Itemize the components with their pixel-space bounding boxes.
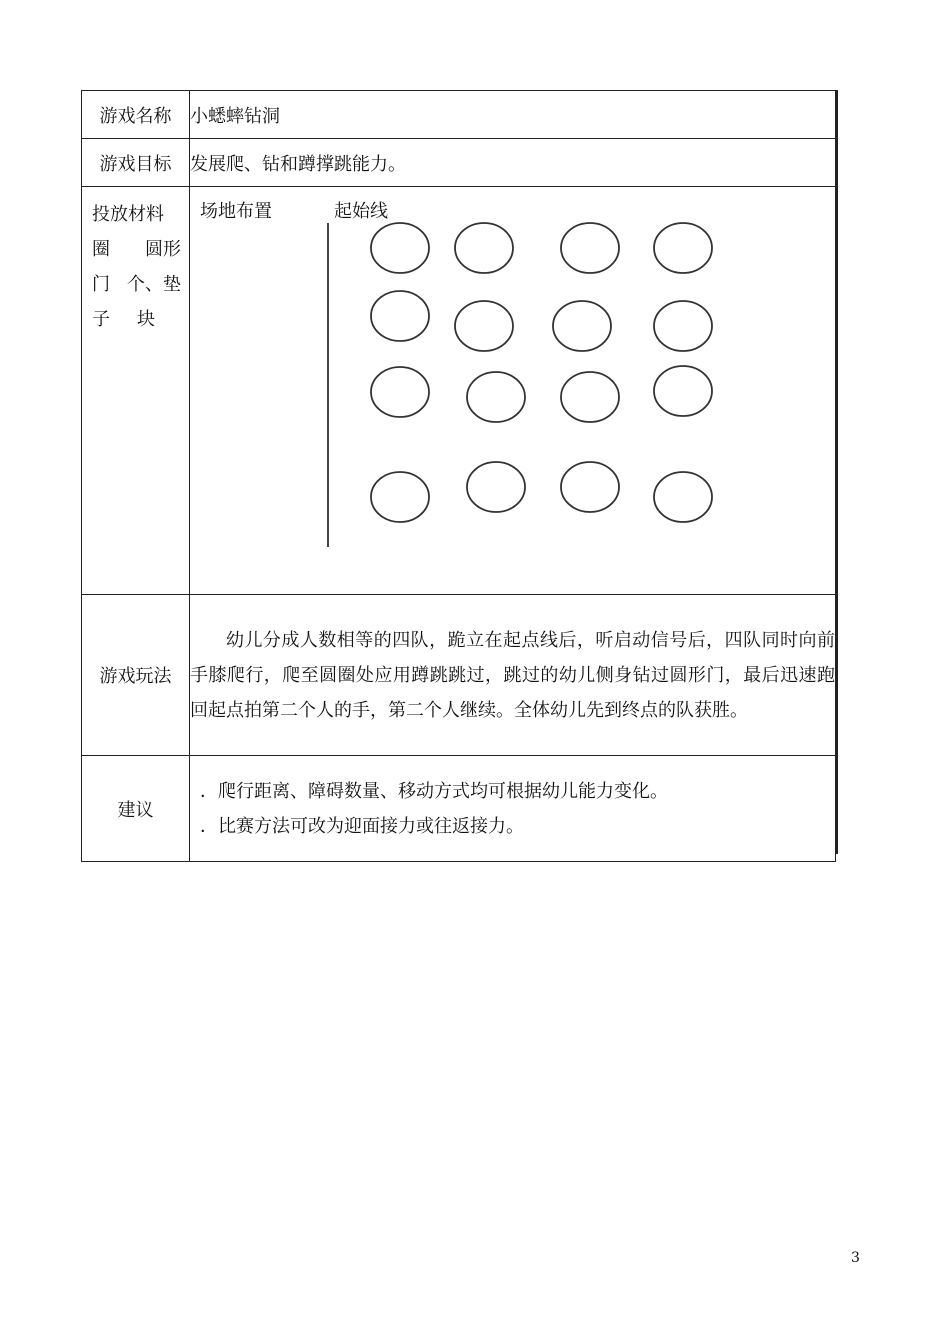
hoop (654, 366, 712, 416)
row-advice (82, 756, 836, 862)
advice-label: 建议 (82, 756, 190, 862)
game-goal-value: 发展爬、钻和蹲撑跳能力。 (190, 139, 836, 187)
hoop (455, 223, 513, 273)
hoop (371, 472, 429, 522)
row-gameplay (82, 595, 836, 756)
hoop (371, 367, 429, 417)
page-number: 3 (851, 1250, 860, 1266)
hoop (467, 372, 525, 422)
materials-label (82, 187, 190, 595)
advice-item: ．比赛方法可改为迎面接力或往返接力。 (200, 815, 524, 837)
materials-line-hoops: 圈 圆形 (92, 239, 181, 260)
row-materials (82, 187, 836, 595)
hoop (371, 291, 429, 341)
gameplay-description: 幼儿分成人数相等的四队，跪立在起点线后，听启动信号后，四队同时向前手膝爬行，爬至圆圈处应用蹲跳跳过，跳过的幼儿侧身钻过圆形门，最后迅速跑回起点拍第二个人的手，第二个人继续。全体幼儿先到终点的队获胜。 (190, 595, 836, 756)
materials-heading: 投放材料 (92, 204, 164, 225)
gameplay-label: 游戏玩法 (82, 595, 190, 756)
hoop (654, 223, 712, 273)
hoop (561, 462, 619, 512)
materials-line-mats: 子 块 (92, 309, 155, 330)
game-name-value: 小蟋蟀钻洞 (190, 91, 836, 139)
activity-sheet (81, 90, 836, 862)
row-game-goal (82, 139, 836, 187)
hoop (553, 301, 611, 351)
game-name-label: 游戏名称 (82, 91, 190, 139)
hoop (561, 223, 619, 273)
advice-item: ．爬行距离、障碍数量、移动方式均可根据幼儿能力变化。 (200, 780, 668, 802)
table-right-border (836, 90, 838, 854)
materials-line-gates: 门 个、垫 (92, 274, 181, 295)
game-plan-table (81, 90, 836, 862)
field-layout-cell (190, 187, 836, 595)
hoop (654, 472, 712, 522)
row-game-name (82, 91, 836, 139)
field-layout-title: 场地布置 (200, 201, 272, 222)
start-line-label: 起始线 (334, 201, 388, 222)
hoop (371, 223, 429, 273)
hoop (654, 301, 712, 351)
hoop (467, 462, 525, 512)
hoop (561, 372, 619, 422)
field-layout-diagram (190, 187, 836, 584)
advice-content (190, 756, 836, 862)
hoop (455, 301, 513, 351)
game-goal-label: 游戏目标 (82, 139, 190, 187)
